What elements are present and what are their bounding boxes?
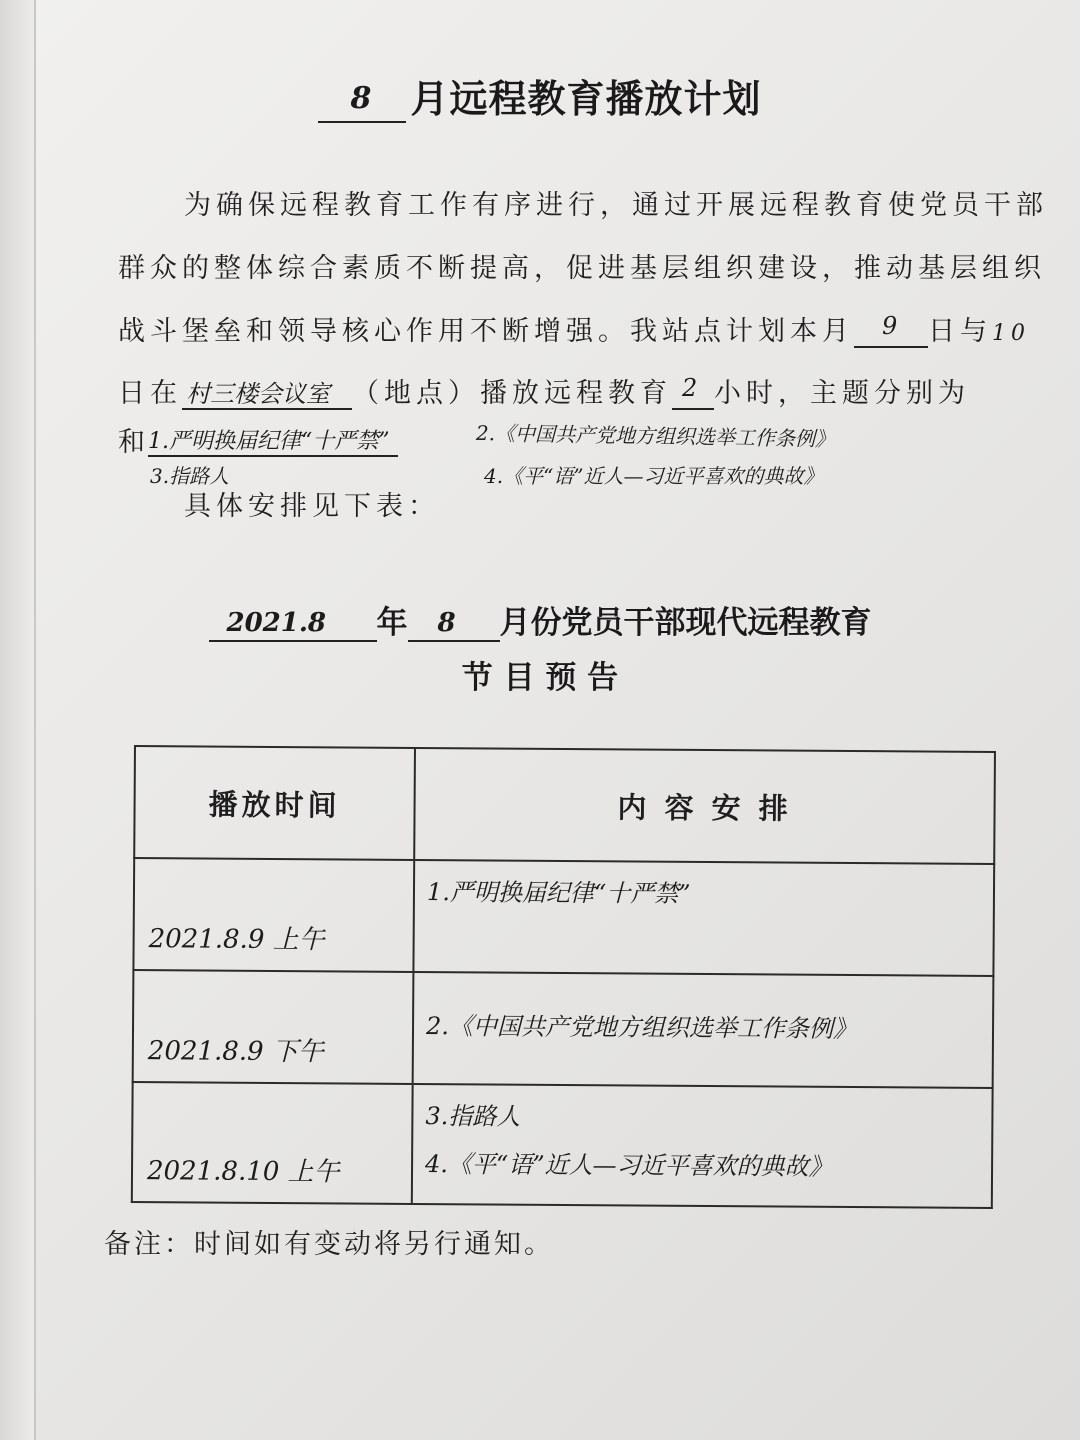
day1-blank <box>854 312 928 348</box>
topic-3-handwritten: 3.指路人 <box>150 464 230 488</box>
location-handwritten: 村三楼会议室 <box>186 380 330 408</box>
subtitle-line-2: 节 目 预 告 <box>461 660 619 696</box>
day-joiner: 日与 <box>928 316 992 347</box>
paragraph-line-1: 为确保远程教育工作有序进行，通过开展远程教育使党员干部 <box>184 190 1048 221</box>
location-blank <box>182 380 352 410</box>
paragraph-line-5-prefix: 和 <box>118 427 150 458</box>
hours-blank <box>672 374 714 410</box>
subtitle-line-1 <box>0 597 1080 642</box>
paragraph-line-4 <box>118 371 970 410</box>
topic-4-handwritten: 4.《平“语”近人—习近平喜欢的典故》 <box>484 464 824 488</box>
table-row <box>132 1082 993 1208</box>
row-3-content-1: 3.指路人 <box>425 1102 521 1131</box>
title-text: 月远程教育播放计划 <box>410 77 762 121</box>
row-3-content-cell <box>412 1084 993 1208</box>
paragraph-line-4-prefix: 日在 <box>118 378 182 409</box>
row-1-content-1: 1.严明换届纪律“十严禁” <box>426 878 691 908</box>
row-1-content-cell <box>413 860 994 976</box>
row-2-time-cell <box>133 970 414 1084</box>
subtitle-year-blank <box>209 610 377 642</box>
subtitle-year-char: 年 <box>376 605 408 641</box>
title-month-handwritten: 8 <box>350 81 373 116</box>
day2-handwritten: 10 <box>992 321 1030 346</box>
adjacent-page-edge <box>0 0 36 1440</box>
row-2-content-cell <box>413 972 994 1088</box>
title-month-blank <box>318 81 406 123</box>
topic-1-handwritten: 1.严明换届纪律“十严禁” <box>148 424 398 457</box>
page-title <box>0 68 1080 123</box>
table-header-row <box>134 746 995 864</box>
subtitle-month-blank <box>408 610 500 642</box>
row-2-content-1: 2.《中国共产党地方组织选举工作条例》 <box>425 1012 858 1044</box>
table-row <box>133 970 994 1088</box>
header-play-time: 播放时间 <box>134 746 415 860</box>
row-1-time-cell <box>133 858 414 972</box>
hours-handwritten: 2 <box>682 374 703 402</box>
paragraph-line-3-prefix: 战斗堡垒和领导核心作用不断增强。我站点计划本月 <box>118 316 854 347</box>
schedule-table <box>131 745 996 1209</box>
row-3-time-cell <box>132 1082 413 1204</box>
row-2-time: 2021.8.9 下午 <box>147 1036 325 1068</box>
paragraph-line-2: 群众的整体综合素质不断提高，促进基层组织建设，推动基层组织 <box>118 253 1046 284</box>
paragraph-line-3 <box>118 309 1030 348</box>
header-content: 内 容 安 排 <box>414 748 995 864</box>
paragraph-line-6: 具体安排见下表： <box>184 491 440 522</box>
footer-note: 备注：时间如有变动将另行通知。 <box>104 1229 554 1260</box>
paragraph-line-4-suffix: 小时，主题分别为 <box>714 378 970 409</box>
subtitle-year-handwritten: 2021.8 <box>226 608 327 638</box>
day1-handwritten: 9 <box>882 312 903 340</box>
subtitle-month-handwritten: 8 <box>437 608 456 638</box>
subtitle-text: 月份党员干部现代远程教育 <box>499 605 872 641</box>
table-row <box>133 858 994 976</box>
row-1-time: 2021.8.9 上午 <box>148 924 325 956</box>
location-label: （地点）播放远程教育 <box>352 378 672 409</box>
row-3-content-2: 4.《平“语”近人—习近平喜欢的典故》 <box>424 1150 833 1181</box>
topic-2-handwritten: 2.《中国共产党地方组织选举工作条例》 <box>475 420 836 452</box>
row-3-time: 2021.8.10 上午 <box>146 1156 340 1188</box>
